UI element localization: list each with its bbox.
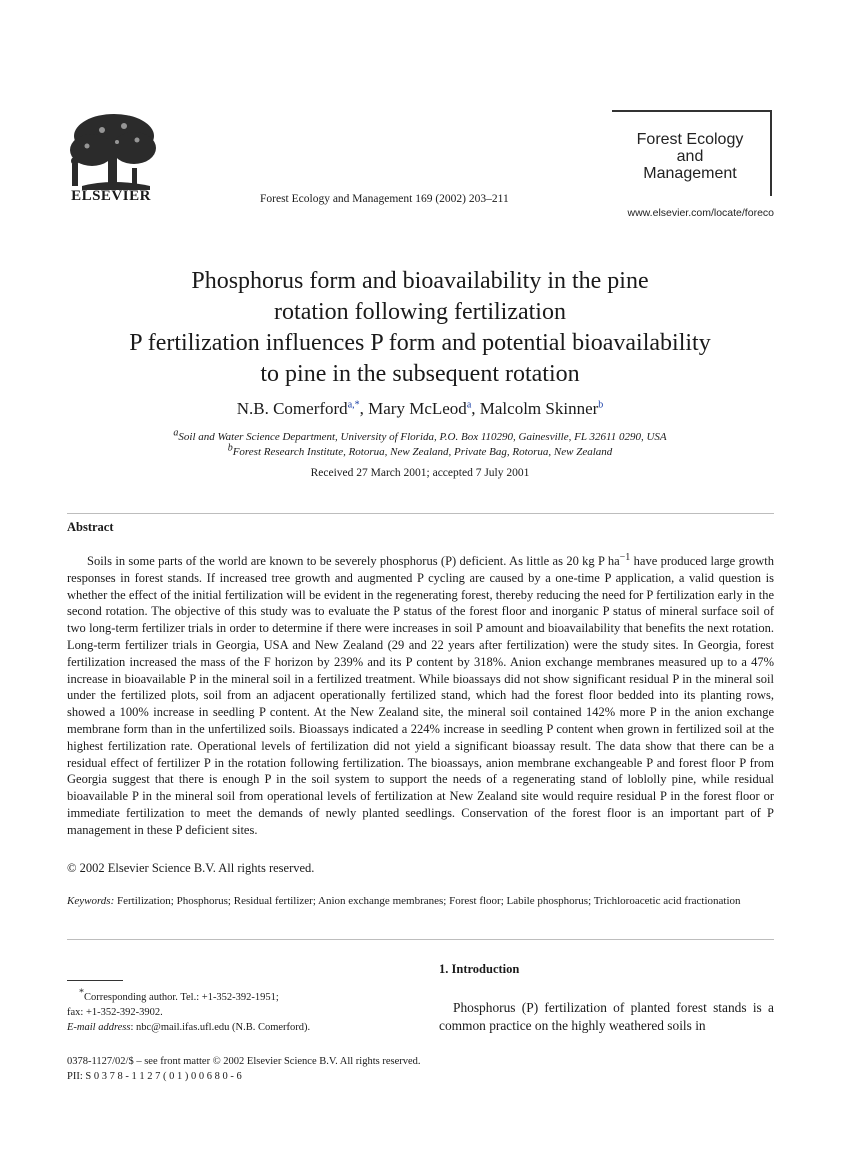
footnote-mark: * xyxy=(79,987,84,999)
affiliation-text: Forest Research Institute, Rotorua, New Zealand, Private Bag, Rotorua, New Zealand xyxy=(232,446,613,458)
introduction-text: Phosphorus (P) fertilization of planted forest stands is a common practice on the highly weathered soils in xyxy=(439,1000,774,1033)
corresponding-author-footnote xyxy=(67,987,407,1035)
divider xyxy=(67,939,774,940)
author-name[interactable]: N.B. Comerford xyxy=(236,399,348,418)
footnote-rule xyxy=(67,980,123,981)
title-line: P fertilization influences P form and potential bioavailability xyxy=(129,330,711,356)
journal-url[interactable]: www.elsevier.com/locate/foreco xyxy=(627,207,774,219)
divider xyxy=(67,513,774,514)
footnote-line: Corresponding author. Tel.: +1-352-392-1951; xyxy=(84,992,279,1003)
front-matter xyxy=(67,1054,567,1084)
pii-line: PII: S 0 3 7 8 - 1 1 2 7 ( 0 1 ) 0 0 6 8 0 - 6 xyxy=(67,1071,242,1082)
author-affiliation-mark[interactable]: a,* xyxy=(347,399,360,411)
email-address[interactable]: : nbc@mail.ifas.ufl.edu (N.B. Comerford). xyxy=(130,1022,311,1033)
abstract-text: Soils in some parts of the world are known to be severely phosphorus (P) deficient. As little as 20 kg P ha xyxy=(87,554,620,568)
masthead-rule xyxy=(612,110,772,112)
affiliations xyxy=(60,427,780,460)
publisher-logo-label: ELSEVIER xyxy=(71,188,151,204)
abstract-copyright: © 2002 Elsevier Science B.V. All rights reserved. xyxy=(67,861,315,875)
received-dates: Received 27 March 2001; accepted 7 July 2001 xyxy=(310,467,530,479)
affiliation-mark: a xyxy=(173,427,179,439)
title-line: Phosphorus form and bioavailability in the pine xyxy=(191,268,649,294)
abstract-text: have produced large growth responses in forest stands. If increased tree growth and augmented P cycling are caused by a one-time P application, a valid question is whether the effect of the initial fertilization will be evident in the regenerating forest, thereby reducing the need for P fertilization early in the second rotation. The objective of this study was to evaluate the P status of the forest floor and inorganic P status of mineral surface soil of two long-term fertilizer trials in order to determine if there were increases in soil P amount and bioavailability that benefits the next rotation. Long-term fertilizer trials in Georgia, USA and New Zealand (29 and 22 years after fertilization) were the study sites. In Georgia, forest fertilization increased the mass of the F horizon by 239% and its P content by 318%. Anion exchange membranes measured up to a 47% increase in bioavailable P in the mineral soil in a fertilized treatment. While bioassays did not show significant residual P in the mineral soil under the fertilized plots, soil from an adjacent operationally fertilized stand, which had the forest floor bedded into its planting rows, showed a 100% increase in seedling P content. At the New Zealand site, the mineral soil contained 142% more P in the anion exchange membrane form than in the unfertilized soils. Bioassays indicated a 224% increase in seedling P content when grown in fertilized soil at the highest fertilization rate. Operational levels of fertilization did not yield a significant bioassay result. The data show that there can be a residual effect of fertilizer P in the rotation following fertilization. The bioassays, anion membrane exchangeable P and forest floor P from Georgia suggest that there is enough P in the soil system to support the needs of a regenerating stand of loblolly pine, while residual bioavailable P in the mineral soil from operational levels of fertilization at New Zealand site would require residual P in the forest floor or immediate fertilization to meet the demands of newly planted seedlings. Conservation of the forest floor is an important part of P management in these P deficient sites. xyxy=(67,554,774,837)
author-affiliation-mark[interactable]: a xyxy=(466,399,472,411)
section-heading-introduction: 1. Introduction xyxy=(439,962,520,976)
keywords-label: Keywords: xyxy=(67,895,115,907)
author-name[interactable]: Malcolm Skinner xyxy=(479,399,599,418)
title-line: to pine in the subsequent rotation xyxy=(260,361,580,387)
affiliation-mark: b xyxy=(227,442,233,454)
author-list: N.B. Comerford$^{a,*}$, Mary McLeod$^a$, Malcolm Skinner$^b$ xyxy=(236,399,604,418)
email-label: E-mail address xyxy=(67,1022,131,1033)
abstract-superscript: −1 xyxy=(619,551,631,563)
affiliation xyxy=(60,427,780,445)
abstract-body xyxy=(67,553,774,839)
article-title xyxy=(60,266,780,390)
affiliation-text: Soil and Water Science Department, University of Florida, P.O. Box 110290, Gainesville, FL 32611 0290, USA xyxy=(178,431,667,443)
author-affiliation-mark[interactable]: b xyxy=(598,399,604,411)
footnote-line: fax: +1-352-392-3902. xyxy=(67,1007,163,1018)
issn-line: 0378-1127/02/$ – see front matter © 2002 Elsevier Science B.V. All rights reserved. xyxy=(67,1056,421,1067)
title-line: rotation following fertilization xyxy=(274,299,566,325)
journal-name xyxy=(612,131,768,182)
abstract-heading: Abstract xyxy=(67,520,114,534)
masthead-rule-vertical xyxy=(770,110,772,196)
keywords xyxy=(67,894,774,910)
author-name[interactable]: Mary McLeod xyxy=(368,399,467,418)
journal-name-line: Forest Ecology xyxy=(636,131,744,148)
journal-citation: Forest Ecology and Management 169 (2002) 203–211 xyxy=(260,193,509,205)
journal-name-line: Management xyxy=(643,165,737,182)
affiliation xyxy=(60,442,780,460)
journal-name-line: and xyxy=(676,148,704,165)
keywords-text: Fertilization; Phosphorus; Residual fertilizer; Anion exchange membranes; Forest floor; Labile phosphorus; Trichloroacetic acid fractionation xyxy=(114,895,741,907)
